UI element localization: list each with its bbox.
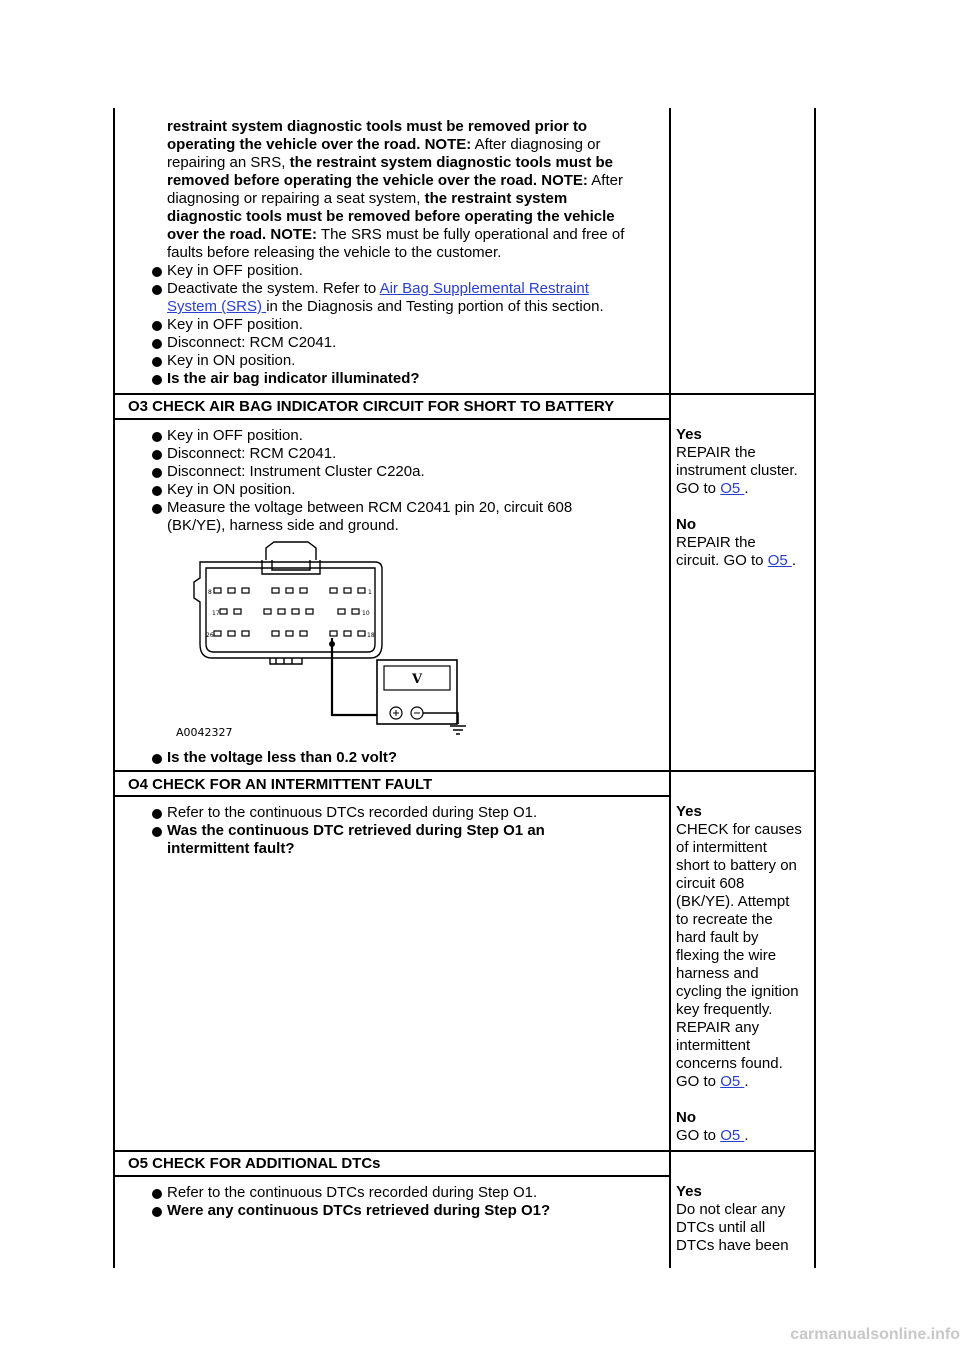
o3-step-key-on: Key in ON position.	[167, 481, 296, 498]
note-text-bold: operating the vehicle over the road. NOTE:	[167, 136, 472, 153]
o3-no-text-1: REPAIR the	[676, 534, 756, 551]
pin-label: 18	[367, 632, 375, 639]
note-text-bold: removed before operating the vehicle over the road. NOTE:	[167, 172, 588, 189]
step-key-off-2: Key in OFF position.	[167, 316, 303, 333]
spacer	[676, 1091, 816, 1109]
goto-o5-link[interactable]: O5	[720, 1073, 745, 1090]
step-header-o4: O4 CHECK FOR AN INTERMITTENT FAULT	[128, 776, 433, 793]
question-airbag-indicator: Is the air bag indicator illuminated?	[167, 370, 420, 387]
bullet-dot	[152, 1207, 162, 1217]
note-text: diagnosing or repairing a seat system,	[167, 190, 425, 207]
goto-text: GO to	[676, 1127, 721, 1144]
pin-label: 1	[368, 589, 372, 596]
row-divider-o5-top	[113, 1150, 816, 1152]
note-paragraph	[167, 118, 667, 262]
o5-yes-text	[676, 1201, 816, 1255]
step-deactivate-text: Deactivate the system. Refer to	[167, 280, 380, 297]
bullet-dot	[152, 468, 162, 478]
bullet-dot	[152, 486, 162, 496]
result-text-line: key frequently.	[676, 1001, 773, 1018]
period: .	[744, 480, 749, 497]
goto-text: GO to	[676, 480, 721, 497]
o4-yes-goto	[676, 1073, 816, 1091]
o3-question-voltage: Is the voltage less than 0.2 volt?	[167, 749, 398, 766]
note-text: repairing an SRS,	[167, 154, 290, 171]
o4-yes-label: Yes	[676, 803, 702, 820]
o3-step-disconnect-cluster: Disconnect: Instrument Cluster C220a.	[167, 463, 425, 480]
o3-result	[676, 426, 816, 570]
o4-question-line1: Was the continuous DTC retrieved during Step O1 an	[167, 822, 545, 839]
bullet-dot	[152, 375, 162, 385]
bullet-dot	[152, 432, 162, 442]
step-key-on: Key in ON position.	[167, 352, 296, 369]
o4-step-refer: Refer to the continuous DTCs recorded during Step O1.	[167, 804, 538, 821]
o3-yes-text-2: instrument cluster.	[676, 462, 798, 479]
result-text-line: harness and	[676, 965, 759, 982]
step-disconnect-rcm: Disconnect: RCM C2041.	[167, 334, 337, 351]
period: .	[744, 1127, 749, 1144]
o4-question-line2: intermittent fault?	[167, 840, 295, 857]
bullet-dot	[152, 1189, 162, 1199]
result-text-line: intermittent	[676, 1037, 751, 1054]
result-text-line: of intermittent	[676, 839, 767, 856]
note-text: The SRS must be fully operational and free of	[317, 226, 625, 243]
step-header-o5: O5 CHECK FOR ADDITIONAL DTCs	[128, 1155, 381, 1172]
period: .	[744, 1073, 749, 1090]
pin-label: 10	[362, 610, 370, 617]
note-text-bold: diagnostic tools must be removed before operating the vehicle	[167, 208, 615, 225]
bullet-dot	[152, 827, 162, 837]
note-text: faults before releasing the vehicle to the customer.	[167, 244, 502, 261]
connector-voltmeter-diagram	[170, 540, 480, 740]
o3-step-disconnect-rcm: Disconnect: RCM C2041.	[167, 445, 337, 462]
goto-text: circuit. GO to	[676, 552, 768, 569]
step-key-off: Key in OFF position.	[167, 262, 303, 279]
o3-yes-text-1: REPAIR the	[676, 444, 756, 461]
bullet-dot	[152, 339, 162, 349]
note-text: After	[587, 172, 623, 189]
o4-question-intermittent	[167, 822, 667, 858]
o5-step-refer: Refer to the continuous DTCs recorded during Step O1.	[167, 1184, 538, 1201]
o3-step-measure-line2: (BK/YE), harness side and ground.	[167, 517, 399, 534]
result-text-line: concerns found.	[676, 1055, 783, 1072]
row-divider-o4-top	[113, 770, 816, 772]
note-text-bold: the restraint system	[424, 190, 568, 207]
row-divider-o4-header	[113, 795, 671, 797]
bullet-dot	[152, 357, 162, 367]
srs-link-cont[interactable]: System (SRS)	[167, 298, 267, 315]
o3-step-measure-line1: Measure the voltage between RCM C2041 pin 20, circuit 608	[167, 499, 573, 516]
result-text-line: DTCs have been	[676, 1237, 789, 1254]
row-divider-o3-top	[113, 393, 816, 395]
result-text-line: cycling the ignition	[676, 983, 799, 1000]
o4-no-label: No	[676, 1109, 696, 1126]
period: .	[791, 552, 797, 569]
step-deactivate-suffix: in the Diagnosis and Testing portion of this section.	[266, 298, 604, 315]
o3-no-goto	[676, 552, 816, 570]
bullet-dot	[152, 321, 162, 331]
result-text-line: flexing the wire	[676, 947, 777, 964]
goto-o5-link[interactable]: O5	[720, 1127, 745, 1144]
result-text-line: to recreate the	[676, 911, 773, 928]
result-text-line: CHECK for causes	[676, 821, 802, 838]
meter-v-label: V	[411, 672, 423, 687]
o5-yes-label: Yes	[676, 1183, 702, 1200]
step-header-o3: O3 CHECK AIR BAG INDICATOR CIRCUIT FOR SHORT TO BATTERY	[128, 398, 615, 415]
figure-id: A0042327	[176, 726, 233, 739]
goto-text: GO to	[676, 1073, 721, 1090]
o5-question-dtcs: Were any continuous DTCs retrieved during Step O1?	[167, 1202, 551, 1219]
bullet-dot	[152, 809, 162, 819]
bullet-dot	[152, 754, 162, 764]
result-text-line: DTCs until all	[676, 1219, 766, 1236]
result-text-line: circuit 608	[676, 875, 745, 892]
pin-label: 8	[208, 589, 212, 596]
o5-result	[676, 1183, 816, 1255]
o3-no-label: No	[676, 516, 696, 533]
bullet-dot	[152, 450, 162, 460]
result-text-line: short to battery on	[676, 857, 797, 874]
goto-o5-link[interactable]: O5	[767, 552, 792, 569]
o4-result	[676, 803, 816, 1145]
o3-step-key-off: Key in OFF position.	[167, 427, 303, 444]
row-divider-o3-header	[113, 418, 671, 420]
note-text-bold: the restraint system diagnostic tools must be	[289, 154, 613, 171]
o4-yes-text	[676, 821, 816, 1073]
row-divider-o5-header	[113, 1175, 671, 1177]
o3-yes-label: Yes	[676, 426, 702, 443]
table-left-border	[113, 108, 115, 1268]
result-text-line: Do not clear any	[676, 1201, 786, 1218]
goto-o5-link[interactable]: O5	[720, 480, 745, 497]
o4-no-goto	[676, 1127, 816, 1145]
result-text-line: (BK/YE). Attempt	[676, 893, 790, 910]
table-middle-divider	[669, 108, 671, 1268]
spacer	[676, 498, 816, 516]
note-text-bold: over the road. NOTE:	[167, 226, 318, 243]
result-text-line: REPAIR any	[676, 1019, 760, 1036]
srs-link[interactable]: Air Bag Supplemental Restraint	[379, 280, 589, 297]
o3-step-measure	[167, 499, 667, 535]
note-text-bold: restraint system diagnostic tools must be removed prior to	[167, 118, 588, 135]
pin-label: 17	[212, 610, 220, 617]
pin-label: 26	[206, 632, 214, 639]
note-text: After diagnosing or	[471, 136, 601, 153]
o3-yes-goto	[676, 480, 816, 498]
bullet-dot	[152, 267, 162, 277]
bullet-dot	[152, 285, 162, 295]
watermark: carmanualsonline.info	[790, 1326, 960, 1343]
bullet-dot	[152, 504, 162, 514]
result-text-line: hard fault by	[676, 929, 759, 946]
step-deactivate	[167, 280, 667, 316]
